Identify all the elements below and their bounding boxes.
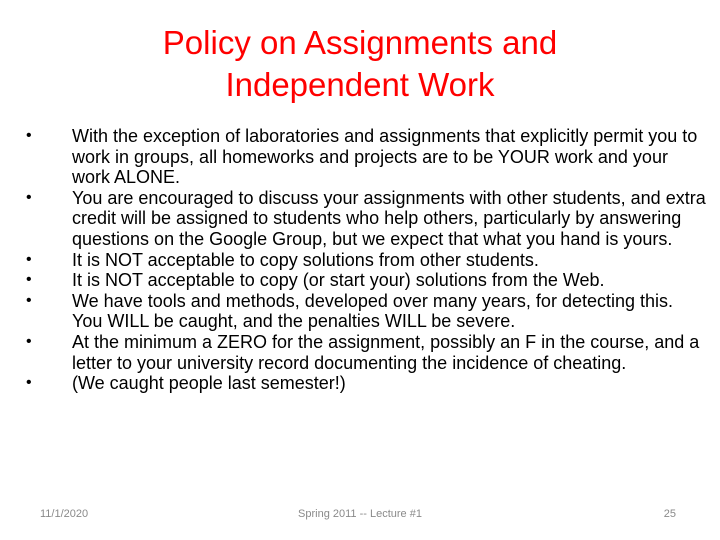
footer-date: 11/1/2020: [40, 508, 89, 520]
bullet-text: It is NOT acceptable to copy solutions from other students.: [72, 249, 539, 270]
slide-title-line-2: Independent Work: [225, 66, 495, 103]
footer-page-number: 25: [663, 508, 676, 520]
bullet-dot-icon: •: [26, 332, 32, 350]
bullet-item: [26, 250, 706, 271]
bullet-text: (We caught people last semester!): [72, 373, 346, 394]
bullet-text: At the minimum a ZERO for the assignment, possibly an F in the course, and a letter to your university record documenting the incidence of cheating.: [72, 331, 700, 373]
bullet-item: [26, 291, 706, 332]
slide-title: [40, 22, 680, 106]
bullet-text: You are encouraged to discuss your assignments with other students, and extra credit will be assigned to students who help others, particularly by answering questions on the Google Group, but we expect that what you hand is yours.: [72, 187, 706, 249]
bullet-dot-icon: •: [26, 188, 32, 206]
footer-course-label: Spring 2011 -- Lecture #1: [298, 508, 422, 520]
bullet-item: [26, 332, 706, 373]
bullet-item: [26, 188, 706, 250]
bullet-dot-icon: •: [26, 374, 32, 392]
bullet-item: [26, 373, 706, 394]
bullet-text: It is NOT acceptable to copy (or start your) solutions from the Web.: [72, 270, 605, 291]
slide-title-line-1: Policy on Assignments and: [162, 24, 558, 61]
bullet-dot-icon: •: [26, 291, 32, 309]
bullet-dot-icon: •: [26, 271, 32, 289]
bullet-list: [26, 126, 706, 394]
bullet-dot-icon: •: [26, 250, 32, 268]
bullet-text: With the exception of laboratories and assignments that explicitly permit you to work in groups, all homeworks and projects are to be YOUR work and your work ALONE.: [72, 126, 698, 188]
bullet-dot-icon: •: [26, 127, 32, 144]
bullet-item: [26, 126, 706, 188]
bullet-item: [26, 270, 706, 291]
bullet-text: We have tools and methods, developed over many years, for detecting this. You WILL be caught, and the penalties WILL be severe.: [72, 290, 674, 332]
